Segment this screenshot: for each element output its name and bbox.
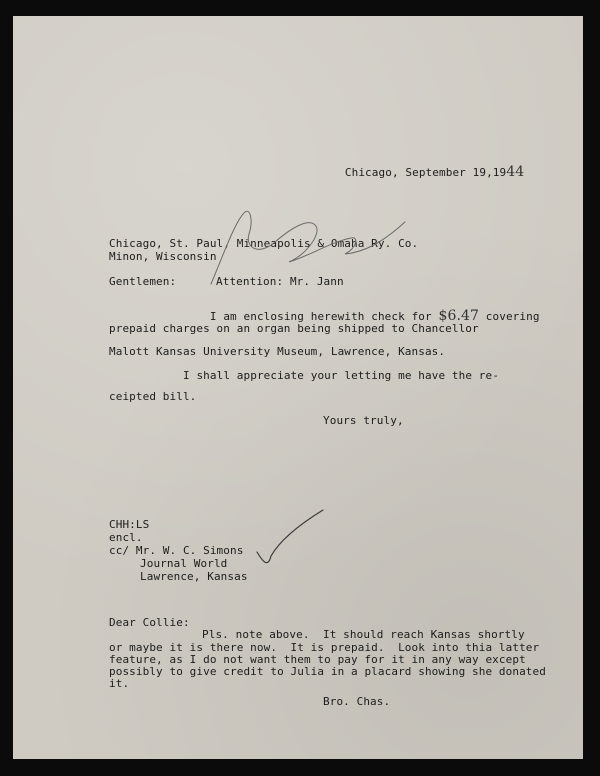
body-text-after-amount: covering bbox=[479, 310, 540, 323]
note-line-2: or maybe it is there now. It is prepaid. Look into thia latter bbox=[109, 641, 540, 654]
pencil-scribble bbox=[211, 211, 405, 284]
addressee-line-2: Minon, Wisconsin bbox=[109, 250, 217, 263]
note-greeting: Dear Collie: bbox=[109, 616, 190, 629]
note-line-5: it. bbox=[109, 677, 130, 690]
note-signature: Bro. Chas. bbox=[323, 695, 391, 708]
note-line-3: feature, as I do not want them to pay for it in any way except bbox=[109, 653, 526, 666]
handwritten-amount: $6.47 bbox=[438, 308, 480, 324]
initials: CHH:LS bbox=[109, 518, 150, 531]
closing: Yours truly, bbox=[323, 414, 404, 427]
attention-line: Attention: Mr. Jann bbox=[216, 275, 344, 288]
body-text: I am enclosing herewith check for bbox=[209, 310, 439, 323]
body-line-5: ceipted bill. bbox=[109, 390, 197, 403]
salutation: Gentlemen: bbox=[109, 275, 177, 288]
body-line-2: prepaid charges on an organ being shipped to Chancellor bbox=[109, 322, 479, 335]
handwritten-year: 44 bbox=[506, 164, 525, 180]
letter-page bbox=[13, 16, 583, 759]
enclosure: encl. bbox=[109, 531, 143, 544]
date-text: Chicago, September 19,19 bbox=[344, 166, 507, 179]
note-line-4: possibly to give credit to Julia in a placard showing she donated bbox=[109, 665, 546, 678]
cc-line: cc/ Mr. W. C. Simons bbox=[109, 544, 244, 557]
note-line-1: Pls. note above. It should reach Kansas shortly bbox=[202, 628, 525, 641]
body-line-4: I shall appreciate your letting me have the re- bbox=[183, 369, 499, 382]
cc-address-2: Lawrence, Kansas bbox=[140, 570, 248, 583]
body-line-3: Malott Kansas University Museum, Lawrence, Kansas. bbox=[109, 345, 446, 358]
addressee-line-1: Chicago, St. Paul, Minneapolis & Omaha Ry. Co. bbox=[109, 237, 419, 250]
cc-address-1: Journal World bbox=[140, 557, 228, 570]
check-mark bbox=[257, 510, 323, 563]
pencil-marks bbox=[13, 16, 583, 759]
